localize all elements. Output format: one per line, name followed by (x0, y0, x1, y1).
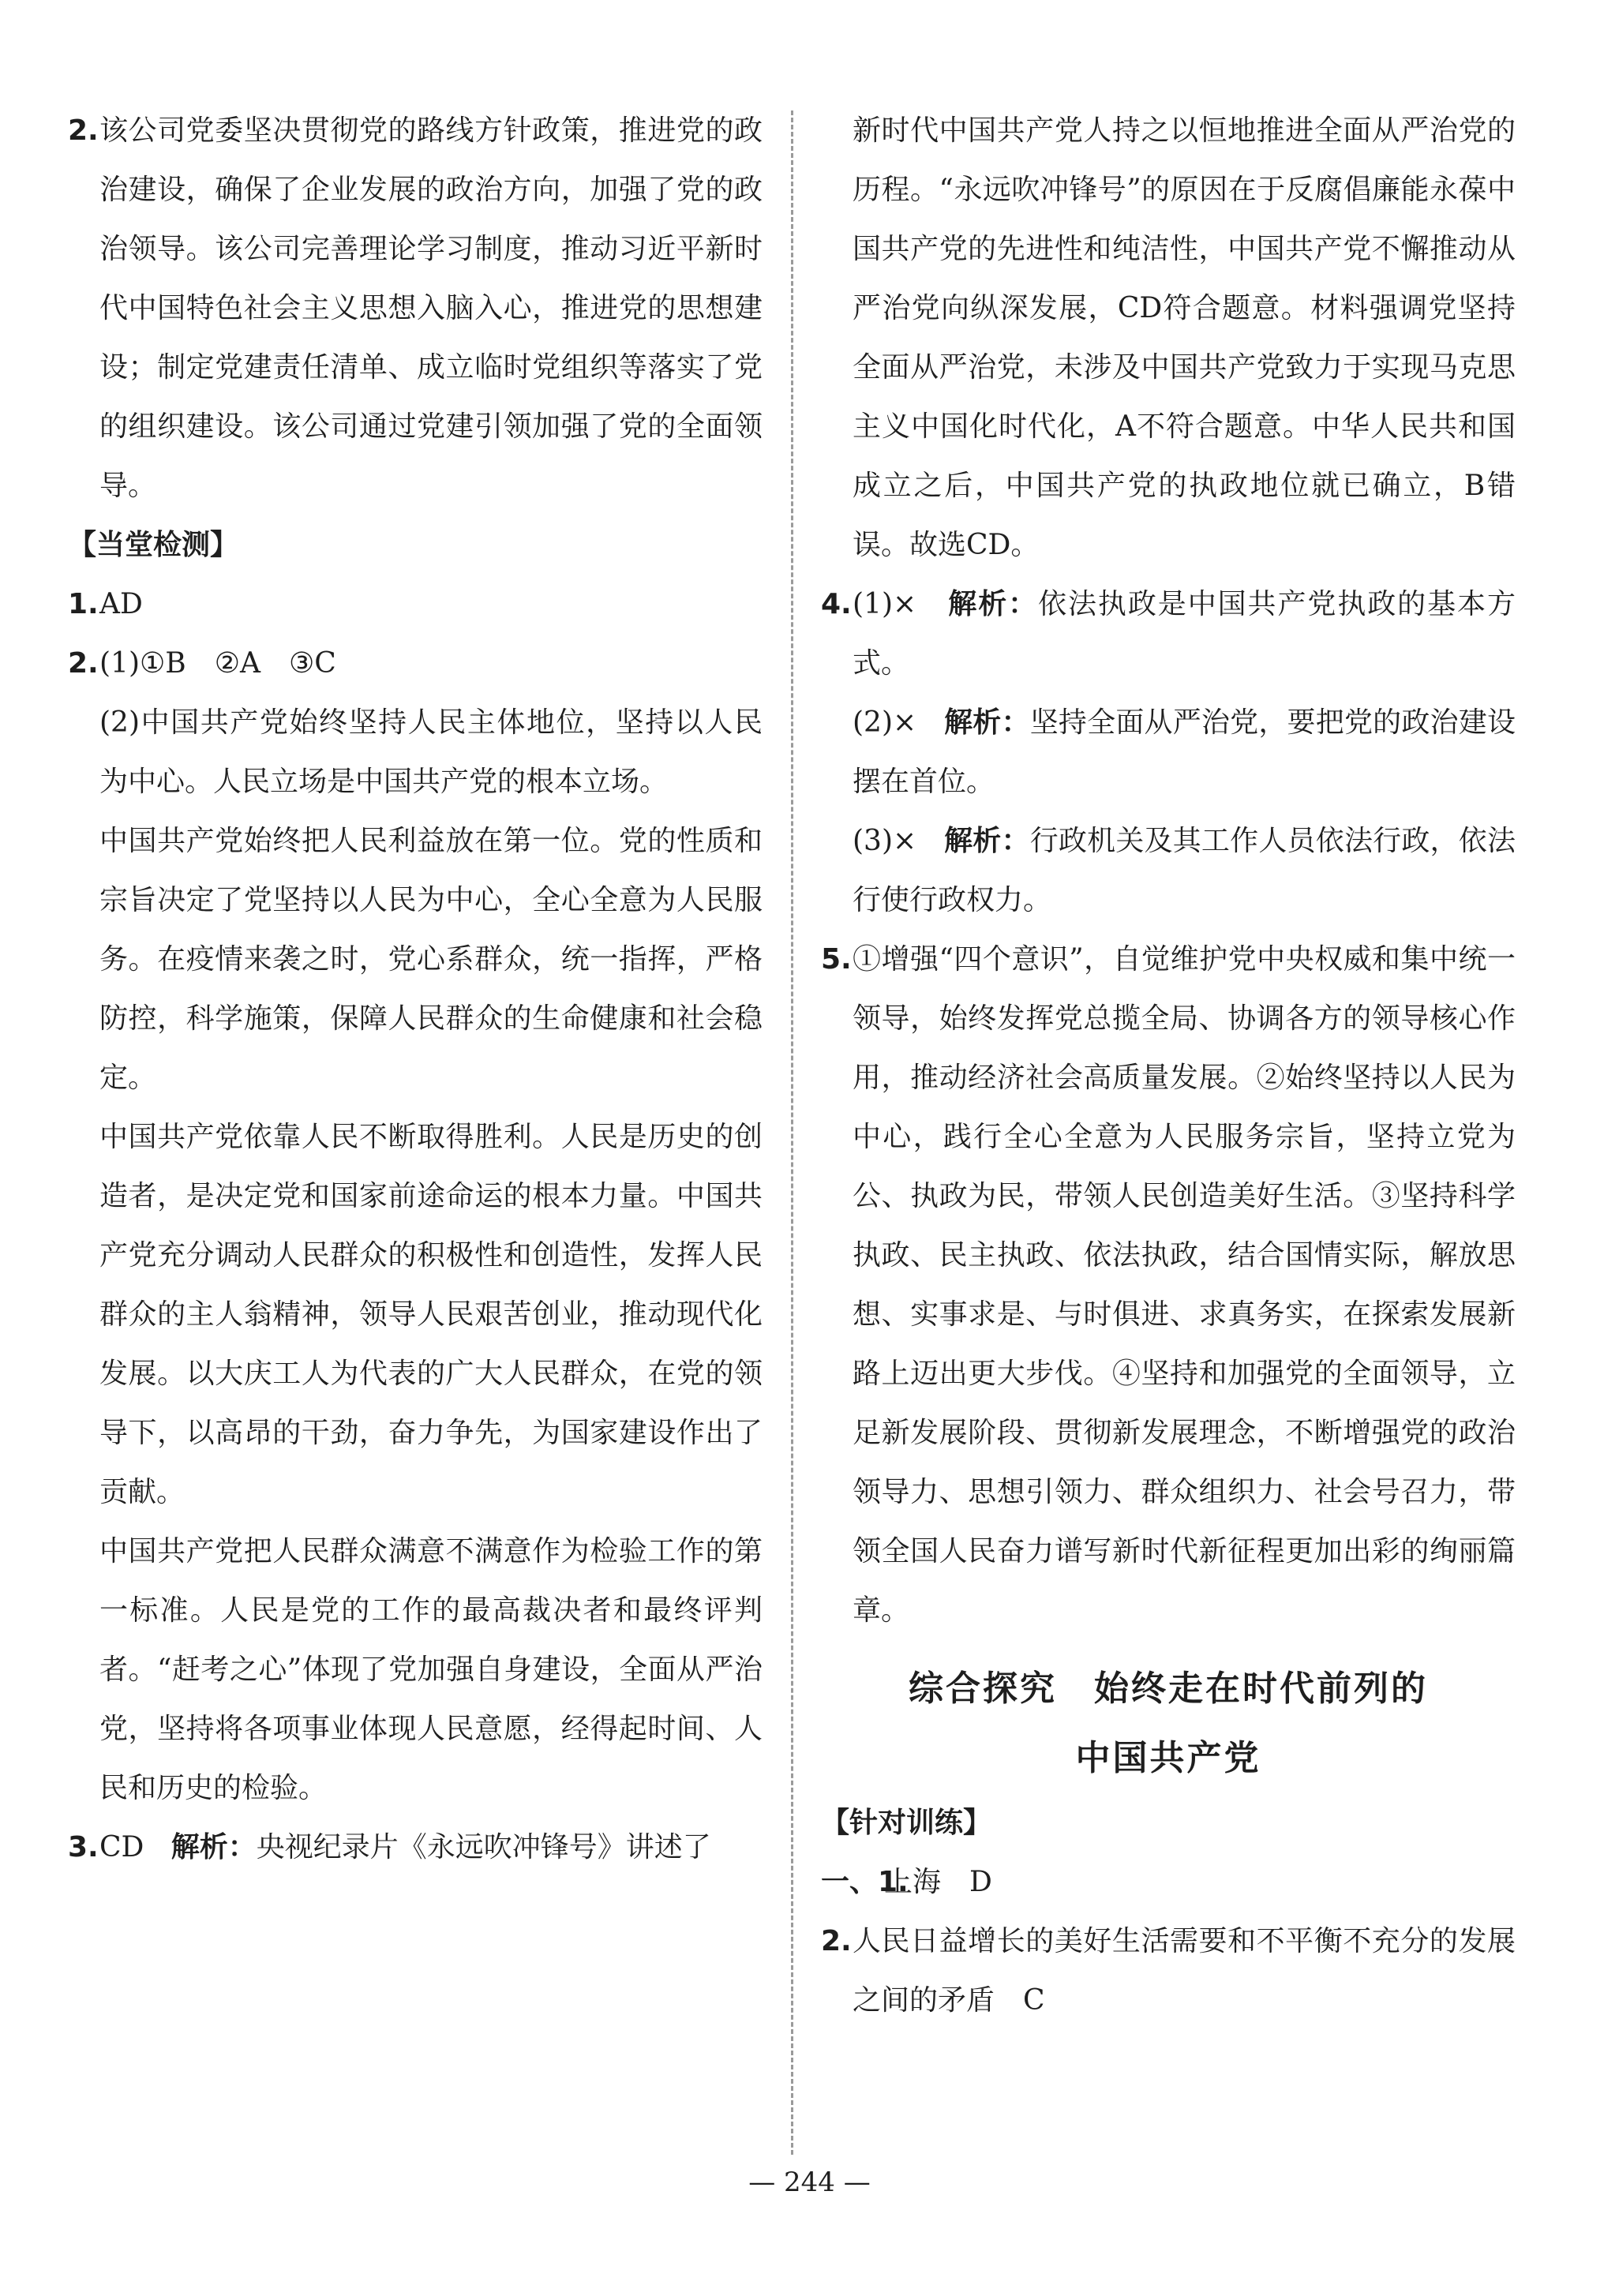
sub-mark: (3)× (853, 825, 917, 857)
answer-item-2 (68, 101, 763, 515)
answer-text: 该公司党委坚决贯彻党的路线方针政策，推进党的政治建设，确保了企业发展的政治方向，加强了党的政治领导。该公司完善理论学习制度，推动习近平新时代中国特色社会主义思想入脑入心，推进党的思想建设；制定党建责任清单、成立临时党组织等落实了党的组织建设。该公司通过党建引领加强了党的全面领导。 (99, 114, 763, 502)
analysis-text: 央视纪录片《永远吹冲锋号》讲述了 (256, 1831, 711, 1863)
column-divider (791, 110, 793, 2155)
section-header-training: 【针对训练】 (821, 1807, 992, 1839)
section-header-practice: 【当堂检测】 (68, 529, 239, 561)
training-item-1 (821, 1852, 1516, 1912)
analysis-text: 行政机关及其工作人员依法行政，依法行使行政权力。 (853, 825, 1516, 916)
answer-text: 人民日益增长的美好生活需要和不平衡不充分的发展之间的矛盾 C (853, 1925, 1516, 2017)
item-number: 1. (68, 588, 99, 620)
analysis-continuation: 新时代中国共产党人持之以恒地推进全面从严治党的历程。“永远吹冲锋号”的原因在于反腐倡廉能永葆中国共产党的先进性和纯洁性，中国共产党不懈推动从严治党向纵深发展，CD符合题意。材料强调党坚持全面从严治党，未涉及中国共产党致力于实现马克思主义中国化时代化，A不符合题意。中华人民共和国成立之后，中国共产党的执政地位就已确立，B错误。故选CD。 (853, 114, 1516, 561)
training-item-2 (821, 1912, 1516, 2030)
answer-paragraph: 中国共产党始终把人民利益放在第一位。党的性质和宗旨决定了党坚持以人民为中心，全心全意为人民服务。在疫情来袭之时，党心系群众，统一指挥，严格防控，科学施策，保障人民群众的生命健康和社会稳定。 (99, 825, 763, 1094)
answer-paragraph: (2)中国共产党始终坚持人民主体地位，坚持以人民为中心。人民立场是中国共产党的根本立场。 (99, 706, 763, 798)
answer-paragraph: 中国共产党把人民群众满意不满意作为检验工作的第一标准。人民是党的工作的最高裁决者和最终评判者。“赶考之心”体现了党加强自身建设，全面从严治党，坚持将各项事业体现人民意愿，经得起时间、人民和历史的检验。 (99, 1535, 763, 1804)
item-number: 2. (68, 114, 99, 147)
analysis-text: 坚持全面从严治党，要把党的政治建设摆在首位。 (853, 706, 1516, 798)
right-column (821, 101, 1516, 2030)
item-number: 4. (821, 588, 852, 620)
answer-sub-1: (1)①B ②A ③C (99, 647, 336, 680)
analysis-text: 依法执政是中国共产党执政的基本方式。 (853, 588, 1516, 680)
analysis-label: 解析： (944, 706, 1030, 739)
sub-mark: (1)× (853, 588, 917, 620)
answer-item-1 (68, 575, 763, 634)
item-number: 2. (821, 1925, 852, 1957)
sub-mark: (2)× (853, 706, 917, 739)
item-number: 2. (68, 647, 99, 680)
answer-item-3 (68, 1818, 763, 1877)
answer-item-2b (68, 634, 763, 693)
analysis-label: 解析： (944, 825, 1030, 857)
answer-item-5 (821, 930, 1516, 1640)
answer-text: ①增强“四个意识”，自觉维护党中央权威和集中统一领导，始终发挥党总揽全局、协调各方的领导核心作用，推动经济社会高质量发展。②始终坚持以人民为中心，践行全心全意为人民服务宗旨，坚持立党为公、执政为民，带领人民创造美好生活。③坚持科学执政、民主执政、依法执政，结合国情实际，解放思想、实事求是、与时俱进、求真务实，在探索发展新路上迈出更大步伐。④坚持和加强党的全面领导，立足新发展阶段、贯彻新发展理念，不断增强党的政治领导力、思想引领力、群众组织力、社会号召力，带领全国人民奋力谱写新时代新征程更加出彩的绚丽篇章。 (853, 943, 1516, 1627)
answer-choice: CD (99, 1831, 144, 1863)
answer-sub (821, 811, 1516, 930)
answer-sub (821, 693, 1516, 811)
analysis-label: 解析： (171, 1831, 257, 1863)
answer-text: 上海 D (884, 1866, 992, 1898)
chapter-title-line-1: 综合探究 始终走在时代前列的 (909, 1669, 1428, 1709)
item-number: 3. (68, 1831, 99, 1863)
answer-text: AD (99, 588, 143, 620)
page-number: — 244 — (748, 2167, 871, 2198)
chapter-title-line-2: 中国共产党 (1075, 1738, 1261, 1778)
item-number: 一、1. (821, 1866, 909, 1898)
answer-item-4 (821, 575, 1516, 693)
item-number: 5. (821, 943, 852, 976)
analysis-label: 解析： (948, 588, 1039, 620)
answer-paragraph: 中国共产党依靠人民不断取得胜利。人民是历史的创造者，是决定党和国家前途命运的根本力量。中国共产党充分调动人民群众的积极性和创造性，发挥人民群众的主人翁精神，领导人民艰苦创业，推动现代化发展。以大庆工人为代表的广大人民群众，在党的领导下，以高昂的干劲，奋力争先，为国家建设作出了贡献。 (99, 1121, 763, 1508)
left-column (68, 101, 763, 1877)
